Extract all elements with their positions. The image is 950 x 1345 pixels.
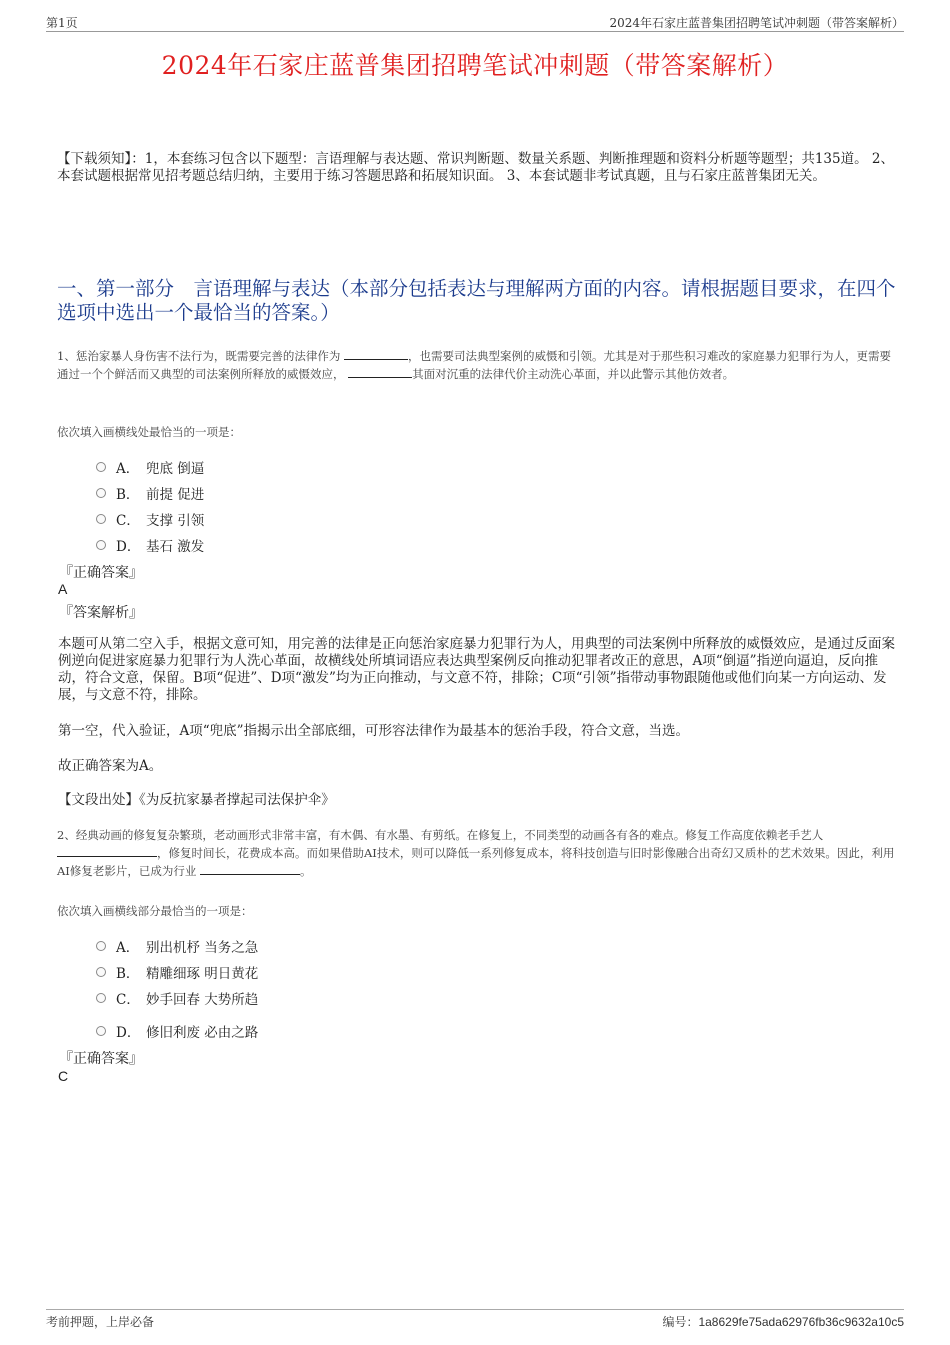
option-letter: D． [116,1025,141,1041]
question-2-stem-part-a: 2、经典动画的修复复杂繁琐，老动画形式非常丰富，有木偶、有水墨、有剪纸。在修复上，不同类型的动画各有各的难点。修复工作高度依赖老手艺人 [57,828,824,842]
question-2-option-b[interactable] [96,962,258,982]
option-text: 修旧利废 必由之路 [146,1025,259,1041]
correct-answer: C [58,1068,69,1084]
option-text: 兜底 倒逼 [146,461,205,477]
download-notice: 【下载须知】：1，本套练习包含以下题型：言语理解与表达题、常识判断题、数量关系题、判断推理题和资料分析题等题型；共135道。 2、本套试题根据常见招考题总结归纳，主要用于练习答题思路和拓展知识面。 3、本套试题非考试真题，且与石家庄蓝普集团无关。 [57,151,894,184]
analysis-label: 『答案解析』 [59,605,143,621]
analysis-paragraph-3: 故正确答案为A。 [58,758,163,774]
page-title: 2024年石家庄蓝普集团招聘笔试冲刺题（带答案解析） [161,51,789,80]
radio-icon[interactable] [96,514,106,524]
answer-blank [344,348,408,360]
doc-id-label: 编号： [662,1315,699,1329]
page-number: 第1页 [46,16,78,30]
option-text: 精雕细琢 明日黄花 [146,966,259,982]
option-text: 前提 促进 [146,487,205,503]
question-1-stem [57,347,902,383]
question-2-stem [57,826,902,880]
radio-icon[interactable] [96,1026,106,1036]
answer-blank [57,845,157,857]
radio-icon[interactable] [96,462,106,472]
question-1-option-b[interactable] [96,483,204,503]
option-text: 妙手回春 大势所趋 [146,992,259,1008]
option-letter: C． [116,992,140,1008]
question-1-option-d[interactable] [96,535,204,555]
question-2-option-d[interactable] [96,1021,258,1041]
option-letter: A． [116,461,140,477]
question-1-stem-part-c: 其面对沉重的法律代价主动洗心革面，并以此警示其他仿效者。 [412,367,735,381]
footer-divider [46,1309,904,1310]
option-letter: D． [116,539,141,555]
option-letter: C． [116,513,140,529]
header-divider [46,31,904,32]
question-1-stem-part-b: ，也需要司法典型案例的威慑和引领。尤其是对于那些积习难改的家庭暴力犯罪行为人，更需要通过一个个鲜活而又典型的司法案例所释放的威慑效应， [57,349,891,381]
section-heading: 一、第一部分 言语理解与表达（本部分包括表达与理解两方面的内容。请根据题目要求，在四个选项中选出一个最恰当的答案。） [57,277,896,324]
doc-id-code: 1a8629fe75ada62976fb36c9632a10c5 [698,1315,904,1329]
question-2-prompt: 依次填入画横线部分最恰当的一项是： [57,904,253,918]
question-2-option-a[interactable] [96,936,258,956]
footer-slogan: 考前押题，上岸必备 [46,1315,155,1329]
option-letter: B． [116,487,140,503]
header-doc-title: 2024年石家庄蓝普集团招聘笔试冲刺题（带答案解析） [609,16,904,30]
correct-answer: A [58,581,68,597]
option-letter: A． [116,940,140,956]
footer-doc-id [662,1313,904,1330]
question-2-stem-part-c: 。 [300,864,312,878]
option-letter: B． [116,966,140,982]
radio-icon[interactable] [96,941,106,951]
question-1-option-a[interactable] [96,457,204,477]
question-1-stem-part-a: 1、惩治家暴人身伤害不法行为，既需要完善的法律作为 [57,349,341,363]
radio-icon[interactable] [96,967,106,977]
radio-icon[interactable] [96,993,106,1003]
radio-icon[interactable] [96,540,106,550]
correct-answer-label: 『正确答案』 [59,1051,143,1067]
question-2-option-c[interactable] [96,988,258,1008]
analysis-paragraph-2: 第一空，代入验证，A项“兜底”指揭示出全部底细，可形容法律作为最基本的惩治手段，符合文意，当选。 [58,723,690,739]
question-1-prompt: 依次填入画横线处最恰当的一项是： [57,425,241,439]
option-text: 基石 激发 [146,539,205,555]
question-2-stem-part-b: ，修复时间长，花费成本高。而如果借助AI技术，则可以降低一系列修复成本，将科技创造与旧时影像融合出奇幻又质朴的艺术效果。因此，利用AI修复老影片，已成为行业 [57,846,895,878]
text-source: 【文段出处】《为反抗家暴者撑起司法保护伞》 [58,792,335,808]
option-text: 别出机杼 当务之急 [146,940,259,956]
option-text: 支撑 引领 [146,513,205,529]
answer-blank [200,863,300,875]
correct-answer-label: 『正确答案』 [59,565,143,581]
answer-blank [348,366,412,378]
question-1-option-c[interactable] [96,509,204,529]
radio-icon[interactable] [96,488,106,498]
analysis-paragraph-1: 本题可从第二空入手，根据文意可知，用完善的法律是正向惩治家庭暴力犯罪行为人，用典型的司法案例中所释放的威慑效应，是通过反面案例逆向促进家庭暴力犯罪行为人洗心革面，故横线处所填词语应表达典型案例反向推动犯罪者改正的意思，A项“倒逼”指逆向逼迫，反向推动，符合文意，保留。B项“促进”、D项“激发”均为正向推动，与文意不符，排除；C项“引领”指带动事物跟随他或他们向某一方向运动、发展，与文意不符，排除。 [58,636,895,703]
